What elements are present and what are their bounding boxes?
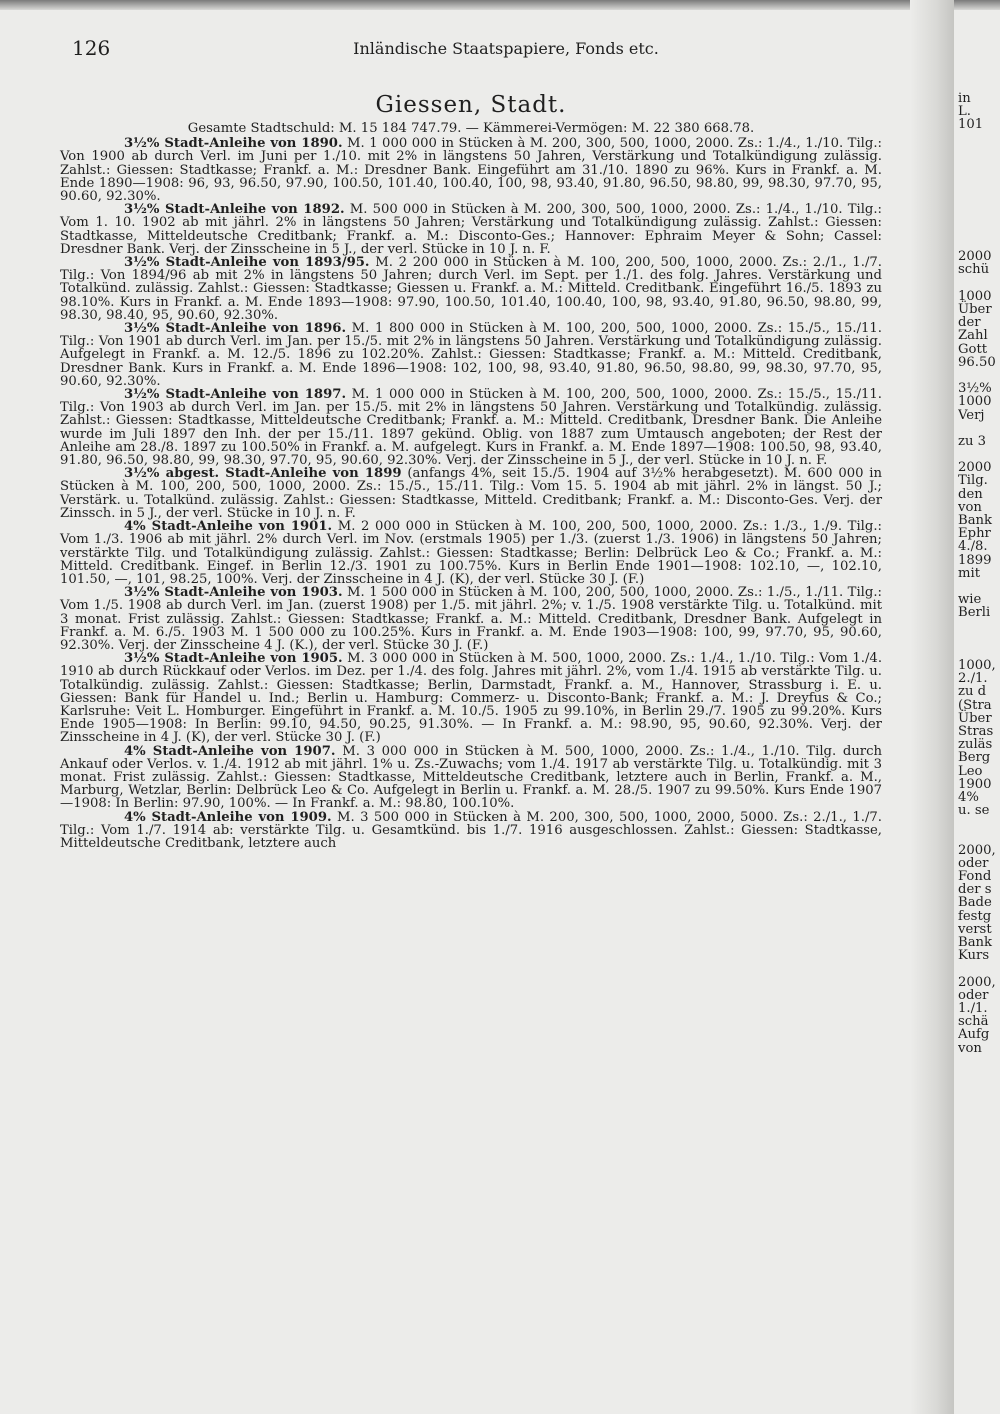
column-fragment: der s — [958, 882, 992, 898]
column-fragment: Zahl — [958, 328, 988, 344]
column-fragment: (Stra — [958, 697, 992, 713]
column-fragment: oder — [958, 855, 989, 871]
column-fragment: 96.50 — [958, 354, 996, 370]
column-fragment: zu d — [958, 684, 987, 700]
column-fragment: 2000 — [958, 460, 992, 476]
bond-details: (anfangs 4%, seit 15./5. 1904 auf 3½% herabgesetzt). M. 600 000 in Stücken à M. 100, 200, 500, 1000, 2000. Zs.: 15./5., 15./11. Tilg.: Vom 15. 5. 1904 ab mit jährl. 2% in längst. 50 J.; Verstärk. u. Totalkünd. zulässig. Zahlst.: Giessen: Stadtkasse, Mitteld. Creditbank; Frankf. a. M.: Disconto-Ges. Verj. der Zinssch. in 5 J., der verl. Stücke in 10 J. n. F. — [60, 466, 882, 521]
adjacent-column-fragments — [958, 92, 1000, 1055]
column-fragment: Gott — [958, 341, 988, 357]
bond-details: M. 500 000 in Stücken à M. 200, 300, 500, 1000, 2000. Zs.: 1./4., 1./10. Tilg.: Vom 1. 10. 1902 ab mit jährl. 2% in längstens 50 Jahren; Verstärkung und Totalkündigung zulässig. Zahlst.: Giessen: Stadtkasse, Mitteldeutsche Creditbank; Frankf. a. M.: Disconto-Ges.; Hannover: Ephraim Meyer & Sohn; Cassel: Dresdner Bank. Verj. der Zinsscheine in 5 J., der verl. Stücke in 10 J. n. F. — [60, 202, 882, 257]
column-fragment: zuläs — [958, 737, 993, 753]
bond-heading: 4% Stadt-Anleihe von 1907. — [124, 743, 336, 759]
column-fragment: Verj — [958, 407, 985, 423]
page-header — [66, 36, 946, 60]
column-fragment: 1899 — [958, 552, 992, 568]
column-fragment: 101 — [958, 117, 984, 133]
column-fragment — [958, 817, 1000, 830]
bond-entry — [60, 322, 882, 388]
column-fragment: 3½% — [958, 381, 992, 397]
column-fragment: Ephr — [958, 526, 991, 542]
column-fragment: 2000, — [958, 842, 996, 858]
column-fragment — [958, 158, 1000, 171]
bond-heading: 3½% Stadt-Anleihe von 1896. — [124, 321, 347, 337]
column-fragment — [958, 831, 1000, 844]
column-fragment: der — [958, 315, 981, 331]
main-column — [60, 92, 882, 850]
column-fragment: 2000 — [958, 249, 992, 265]
page-gutter — [910, 0, 954, 1414]
column-fragment: u. se — [958, 803, 990, 819]
column-fragment: 1900 — [958, 776, 992, 792]
bond-entry — [60, 203, 882, 256]
column-fragment — [958, 962, 1000, 975]
column-fragment: zu 3 — [958, 433, 987, 449]
column-fragment: schü — [958, 262, 990, 278]
bond-details: M. 3 500 000 in Stücken à M. 200, 300, 500, 1000, 2000, 5000. Zs.: 2./1., 1./7. Tilg.: Vom 1./7. 1914 ab: verstärkte Tilg. u. Gesamtkünd. bis 1./7. 1916 ausgeschlossen. Zahlst.: Giessen: Stadtkasse, Mitteldeutsche Creditbank, letztere auch — [60, 809, 882, 851]
column-fragment: 4./8. — [958, 539, 988, 555]
bond-heading: 3½% abgest. Stadt-Anleihe von 1899 — [124, 466, 402, 482]
column-fragment: 1000, — [958, 658, 996, 674]
bond-details: M. 1 000 000 in Stücken à M. 100, 200, 500, 1000, 2000. Zs.: 15./5., 15./11. Tilg.: Von 1903 ab durch Verl. im Jan. per 15./5. mit 2% in längstens 50 Jahren. Verstärkung und Totalkündig. zulässig. Zahlst.: Giessen: Stadtkasse, Mitteldeutsche Creditbank; Frankf. a. M.: Mitteld. Creditbank, Dresdner Bank. Die Anleihe wurde im Juli 1897 den Inh. der per 15./11. 1897 gekünd. Oblig. von 1887 zum Umtausch angeboten; der Rest der Anleihe am 28./8. 1897 zu 100.50% in Frankf. a. M. aufgelegt. Kurs in Frankf. a. M. Ende 1897—1908: 100.50, 98, 93.40, 91.80, 96.50, 98.80, 99, 98.30, 97.70, 95, 90.60, 92.30%. Verj. der Zinsscheine in 5 J., der verl. Stücke in 10 J. n. F. — [60, 387, 882, 469]
column-fragment: festg — [958, 908, 992, 924]
column-fragment: 1000 — [958, 394, 992, 410]
column-fragment — [958, 198, 1000, 211]
city-summary: Gesamte Stadtschuld: M. 15 184 747.79. — Kämmerei-Vermögen: M. 22 380 668.78. — [187, 121, 755, 136]
column-fragment — [958, 171, 1000, 184]
column-fragment: in — [958, 92, 971, 106]
column-fragment — [958, 620, 1000, 633]
column-fragment: Bade — [958, 895, 992, 911]
column-fragment: Berli — [958, 605, 991, 621]
column-fragment: Bank — [958, 935, 993, 950]
page-top-edge — [0, 0, 1000, 10]
page-number: 126 — [72, 36, 111, 60]
bond-details: M. 2 200 000 in Stücken à M. 100, 200, 500, 1000, 2000. Zs.: 2./1., 1./7. Tilg.: Von 1894/96 ab mit 2% in längstens 50 Jahren; durch Verl. im Sept. per 1./1. des folg. Jahres. Verstärkung und Totalkünd. zulässig. Zahlst.: Giessen: Stadtkasse; Giessen u. Frankf. a. M.: Mitteld. Creditbank. Eingeführt 16./5. 1893 zu 98.10%. Kurs in Frankf. a. M. Ende 1893—1908: 97.90, 100.50, 101.40, 100.40, 100, 98, 93.40, 91.80, 96.50, 98.80, 99, 98.30, 98.40, 95, 90.60, 92.30%. — [60, 255, 882, 323]
column-fragment: L. — [958, 104, 971, 120]
column-fragment — [958, 277, 1000, 290]
column-fragment: Leo — [958, 763, 983, 779]
bond-heading: 3½% Stadt-Anleihe von 1897. — [124, 387, 347, 403]
bond-heading: 4% Stadt-Anleihe von 1901. — [124, 519, 333, 535]
bond-entry — [60, 811, 882, 851]
bond-heading: 3½% Stadt-Anleihe von 1892. — [124, 202, 345, 218]
column-fragment: wie — [958, 592, 982, 608]
column-fragment — [958, 145, 1000, 158]
bond-entry — [60, 586, 882, 652]
column-fragment: 2./1. — [958, 671, 988, 687]
bond-details: M. 2 000 000 in Stücken à M. 100, 200, 500, 1000, 2000. Zs.: 1./3., 1./9. Tilg.: Vom 1./3. 1906 ab mit jährl. 2% durch Verl. im Nov. (erstmals 1905) per 1./3. (zuerst 1./3. 1906) in längstens 50 Jahren; verstärkte Tilg. und Totalkündigung zulässig. Zahlst.: Giessen: Stadtkasse; Berlin: Delbrück Leo & Co.; Frankf. a. M.: Mitteld. Creditbank. Eingef. in Berlin 12./3. 1901 zu 100.75%. Kurs in Berlin Ende 1901—1908: 102.10, —, 102.10, 101.50, —, 101, 98.25, 100%. Verj. der Zinsscheine in 4 J. (K), der verl. Stücke 30 J. (F.) — [60, 519, 882, 587]
city-title: Giessen, Stadt. — [375, 92, 567, 118]
column-fragment: von — [958, 499, 982, 515]
column-fragment: den — [958, 486, 983, 502]
column-fragment: Bank — [958, 513, 993, 528]
column-fragment: Kurs — [958, 948, 990, 964]
bond-heading: 3½% Stadt-Anleihe von 1890. — [124, 136, 343, 152]
column-fragment: Berg — [958, 750, 991, 766]
bond-heading: 3½% Stadt-Anleihe von 1905. — [124, 651, 343, 667]
bond-entry — [60, 256, 882, 322]
column-fragment — [958, 224, 1000, 237]
column-fragment: oder — [958, 987, 989, 1003]
bond-heading: 3½% Stadt-Anleihe von 1893/95. — [124, 255, 370, 271]
column-fragment — [958, 211, 1000, 224]
column-fragment: von — [958, 1040, 982, 1055]
column-fragment — [958, 422, 1000, 435]
column-fragment: Tilg. — [958, 473, 988, 489]
column-fragment — [958, 633, 1000, 646]
bond-heading: 4% Stadt-Anleihe von 1909. — [124, 809, 332, 825]
column-fragment: Aufg — [958, 1027, 990, 1043]
column-fragment: 1000 — [958, 288, 992, 304]
bond-entry — [60, 388, 882, 467]
bond-entry — [60, 652, 882, 744]
column-fragment — [958, 132, 1000, 145]
column-fragment: mit — [958, 565, 981, 581]
bond-entry — [60, 467, 882, 520]
bond-entry — [60, 520, 882, 586]
bond-entries — [60, 137, 882, 850]
running-title: Inländische Staatspapiere, Fonds etc. — [353, 39, 659, 58]
bond-details: M. 1 500 000 in Stücken à M. 100, 200, 500, 1000, 2000. Zs.: 1./5., 1./11. Tilg.: Vom 1./5. 1908 ab durch Verl. im Jan. (zuerst 1908) per 1./5. mit jährl. 2%; v. 1./5. 1908 verstärkte Tilg. u. Totalkünd. mit 3 monat. Frist zulässig. Zahlst.: Giessen: Stadtkasse; Frankf. a. M.: Mitteld. Creditbank, Dresdner Bank. Aufgelegt in Frankf. a. M. 6./5. 1903 M. 1 500 000 zu 100.25%. Kurs in Frankf. a. M. Ende 1903—1908: 100, 99, 97.70, 95, 90.60, 92.30%. Verj. der Zinsscheine 4 J. (K.), der verl. Stücke 30 J. (F.) — [60, 585, 882, 653]
column-fragment: 1./1. — [958, 1000, 988, 1016]
bond-entry — [60, 137, 882, 203]
bond-entry — [60, 745, 882, 811]
bond-details: M. 3 000 000 in Stücken à M. 500, 1000, 2000. Zs.: 1./4., 1./10. Tilg.: Vom 1./4. 1910 ab durch Rückkauf oder Verlos. im Dez. per 1./4. des folg. Jahres mit jährl. 2%, vom 1./4. 1915 ab verstärkte Tilg. u. Totalkündig. zulässig. Zahlst.: Giessen: Stadtkasse; Berlin, Darmstadt, Frankf. a. M., Hannover, Strassburg i. E. u. Giessen: Bank für Handel u. Ind.; Berlin u. Hamburg: Commerz- u. Disconto-Bank; Frankf. a. M.: J. Dreyfus & Co.; Karlsruhe: Veit L. Homburger. Eingeführt in Frankf. a. M. 10./5. 1905 zu 99.10%, in Berlin 29./7. 1905 zu 99.20%. Kurs Ende 1905—1908: In Berlin: 99.10, 94.50, 90.25, 91.30%. — In Frankf. a. M.: 98.90, 95, 90.60, 92.30%. Verj. der Zinsscheine in 4 J. (K), der verl. Stücke 30 J. (F.) — [60, 651, 883, 746]
bond-details: M. 1 800 000 in Stücken à M. 100, 200, 500, 1000, 2000. Zs.: 15./5., 15./11. Tilg.: Von 1901 ab durch Verl. im Jan. per 15./5. mit 2% in längstens 50 Jahren. Verstärkung und Totalkündigung zulässig. Aufgelegt in Frankf. a. M. 12./5. 1896 zu 102.20%. Zahlst.: Giessen: Stadtkasse; Frankf. a. M.: Mitteld. Creditbank, Dresdner Bank. Kurs in Frankf. a. M. Ende 1896—1908: 102, 100, 98, 93.40, 91.80, 96.50, 98.80, 99, 98.30, 97.70, 95, 90.60, 92.30%. — [60, 321, 882, 389]
column-fragment — [958, 184, 1000, 197]
column-fragment: 2000, — [958, 974, 996, 990]
column-fragment: Stras — [958, 724, 994, 739]
column-fragment: Fond — [958, 869, 992, 885]
column-fragment: schä — [958, 1014, 989, 1030]
column-fragment: Über — [958, 710, 992, 726]
column-fragment: Über — [958, 302, 992, 317]
bond-heading: 3½% Stadt-Anleihe von 1903. — [124, 585, 343, 601]
bond-details: M. 1 000 000 in Stücken à M. 200, 300, 500, 1000, 2000. Zs.: 1./4., 1./10. Tilg.: Von 1900 ab durch Verl. im Juni per 1./10. mit 2% in längstens 50 Jahren, Verstärkung und Totalkündigung zulässig. Zahlst.: Giessen: Stadtkasse; Frankf. a. M.: Dresdner Bank. Eingeführt am 31./10. 1890 zu 96%. Kurs in Frankf. a. M. Ende 1890—1908: 96, 93, 96.50, 97.90, 100.50, 101.40, 100.40, 100, 98, 93.40, 91.80, 96.50, 98.80, 99, 98.30, 97.70, 95, 90.60, 92.30%. — [60, 136, 882, 205]
column-fragment: verst — [958, 921, 992, 937]
column-fragment: 4% — [958, 789, 979, 805]
bond-details: M. 3 000 000 in Stücken à M. 500, 1000, 2000. Zs.: 1./4., 1./10. Tilg. durch Ankauf oder Verlos. v. 1./4. 1912 ab mit jährl. 1% u. Zs.-Zuwachs; vom 1./4. 1917 ab verstärkte Tilg. u. Totalkündig. mit 3 monat. Frist zulässig. Zahlst.: Giessen: Stadtkasse, Mitteldeutsche Creditbank, letztere auch in Berlin, Frankf. a. M., Marburg, Wetzlar, Berlin: Delbrück Leo & Co. Aufgelegt in Berlin u. Frankf. a. M. 28./5. 1907 zu 99.50%. Kurs Ende 1907—1908: In Berlin: 97.90, 100%. — In Frankf. a. M.: 98.80, 100.10%. — [60, 743, 882, 812]
